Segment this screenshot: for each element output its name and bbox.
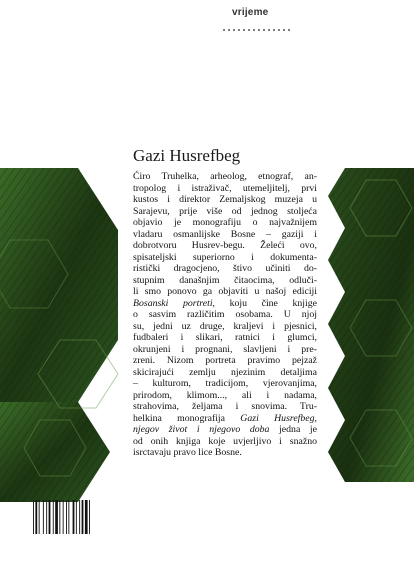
left-ornament-panel (0, 168, 118, 502)
description-line (133, 413, 317, 425)
barcode-bar (39, 500, 40, 534)
description-line (133, 171, 317, 183)
description-text: su, jedni uz druge, kraljevi i pjesnici, (133, 320, 317, 332)
barcode-bar (46, 500, 47, 534)
barcode-bar (55, 500, 58, 534)
description-italic-title: Gazi Husrefbeg, (240, 412, 317, 424)
description-line (133, 229, 317, 241)
description-text: Sarajevu, prije više od jednog stoljeća (133, 205, 317, 217)
description-italic-title: Bosanski portreti (133, 297, 213, 309)
description-text: od onih knjiga koje uvjerljivo i snažno (133, 435, 317, 447)
barcode-bar (82, 500, 84, 534)
description-line (133, 321, 317, 333)
description-line (133, 309, 317, 321)
right-ornament-panel (328, 168, 414, 482)
barcode-bar (68, 500, 69, 534)
description-line (133, 194, 317, 206)
description-text: dobrotvoru Husrev-begu. Želeći ovo, (133, 240, 317, 251)
description-line (133, 206, 317, 218)
description-text: spisateljski superiorno i dokumenta- (133, 251, 317, 263)
description-text: o sasvim različitim osobama. U njoj (133, 309, 317, 320)
barcode-bar (73, 500, 75, 534)
description-text: helkina monografija (133, 412, 241, 424)
description-text: skicirajući zemlju njezinim detaljima (133, 366, 317, 378)
description-line (133, 424, 317, 436)
description-line (133, 298, 317, 310)
publisher-logo: vrijeme (232, 7, 269, 18)
description-text: okrunjeni i prognani, slavljeni i pre- (133, 343, 317, 355)
description-line (133, 286, 317, 298)
description-line (133, 217, 317, 229)
book-description (133, 171, 317, 459)
barcode-bar (59, 500, 60, 534)
description-line (133, 390, 317, 402)
description-text: isrctavaju pravo lice Bosne. (133, 447, 242, 458)
description-text: – kulturom, tradicijom, vjerovanjima, (133, 378, 317, 389)
description-line (133, 447, 317, 459)
description-text: ristički dragocjeno, štivo učiniti do- (133, 263, 317, 274)
book-title: Gazi Husrefbeg (133, 146, 241, 165)
description-text: kustos i direktor Zemaljskog muzeja u (133, 194, 317, 205)
barcode-bar (66, 500, 67, 534)
isbn-barcode (32, 500, 100, 540)
description-line (133, 263, 317, 275)
description-line (133, 378, 317, 390)
description-line (133, 355, 317, 367)
barcode-bar (43, 500, 44, 534)
description-line (133, 367, 317, 379)
description-text: Ćiro Truhelka, arheolog, etnograf, an- (133, 171, 317, 182)
description-line (133, 275, 317, 287)
description-text: , koju čine knjige (212, 297, 317, 309)
barcode-bar (85, 500, 88, 534)
description-line (133, 252, 317, 264)
barcode-bar (35, 500, 37, 534)
description-line (133, 436, 317, 448)
description-line (133, 240, 317, 252)
description-text: prirodom, klimom..., ali i nadama, (133, 389, 317, 401)
barcode-bar (79, 500, 80, 534)
description-text: fudbaleri i slikari, ratnici i glumci, (133, 332, 317, 343)
barcode-bar (89, 500, 90, 534)
description-text: strahovima, željama i snovima. Tru- (133, 401, 317, 412)
barcode-bar (53, 500, 54, 534)
description-text: li smo ponovo ga objaviti u našoj ediciji (133, 286, 317, 297)
description-line (133, 183, 317, 195)
barcode-bar (76, 500, 77, 534)
description-text: objavio je monografiju o najvažnijem (133, 217, 317, 228)
barcode-bar (49, 500, 51, 534)
description-text: stupnim današnjim čitaocima, odluči- (133, 274, 317, 286)
barcode-bar (63, 500, 64, 534)
description-text: jedna je (269, 424, 317, 435)
description-text: vladaru osmanlijske Bosne – gaziji i (133, 228, 317, 240)
description-italic-title: njegov život i njegovo doba (133, 424, 270, 435)
description-line (133, 332, 317, 344)
description-line (133, 401, 317, 413)
barcode-bar (33, 500, 34, 534)
description-text: tropolog i istraživač, utemeljitelj, prvi (133, 182, 317, 194)
description-text: zreni. Nizom portreta pravimo pejzaž (133, 355, 317, 366)
description-line (133, 344, 317, 356)
